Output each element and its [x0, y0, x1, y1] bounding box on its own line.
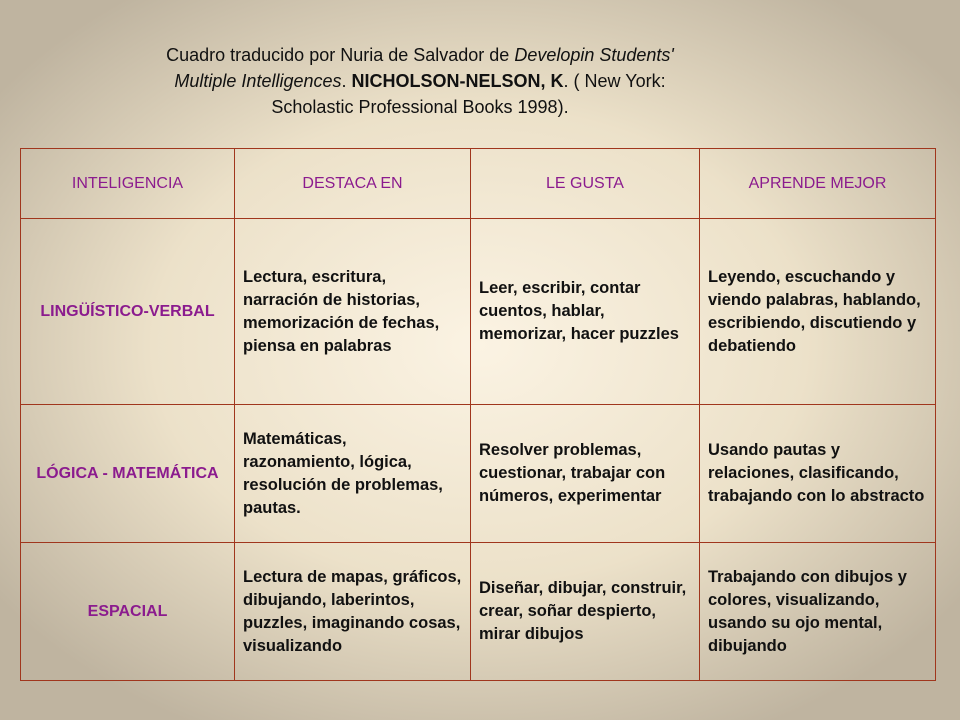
intelligences-table	[20, 148, 936, 681]
caption-text: Cuadro traducido por Nuria de Salvador de	[166, 45, 515, 65]
intelligence-name: ESPACIAL	[21, 543, 235, 681]
header-row	[21, 149, 936, 219]
caption	[100, 42, 740, 120]
header-inteligencia: INTELIGENCIA	[21, 149, 235, 219]
table-row	[21, 405, 936, 543]
table-row	[21, 219, 936, 405]
caption-separator: .	[341, 71, 352, 91]
caption-line-3: Scholastic Professional Books 1998).	[271, 97, 569, 117]
table-row	[21, 543, 936, 681]
gusta-cell: Diseñar, dibujar, construir, crear, soñar despierto, mirar dibujos	[471, 543, 700, 681]
gusta-cell: Leer, escribir, contar cuentos, hablar, memorizar, hacer puzzles	[471, 219, 700, 405]
publisher-city: . ( New York:	[563, 71, 666, 91]
destaca-cell: Lectura, escritura, narración de historias, memorización de fechas, piensa en palabras	[235, 219, 471, 405]
header-aprende-mejor: APRENDE MEJOR	[700, 149, 936, 219]
destaca-cell: Lectura de mapas, gráficos, dibujando, laberintos, puzzles, imaginando cosas, visualizando	[235, 543, 471, 681]
author-name: NICHOLSON-NELSON, K	[351, 71, 564, 91]
gusta-cell: Resolver problemas, cuestionar, trabajar con números, experimentar	[471, 405, 700, 543]
aprende-cell: Usando pautas y relaciones, clasificando, trabajando con lo abstracto	[700, 405, 936, 543]
header-le-gusta: LE GUSTA	[471, 149, 700, 219]
intelligence-name: LINGÜÍSTICO-VERBAL	[21, 219, 235, 405]
aprende-cell: Trabajando con dibujos y colores, visualizando, usando su ojo mental, dibujando	[700, 543, 936, 681]
aprende-cell: Leyendo, escuchando y viendo palabras, hablando, escribiendo, discutiendo y debatiendo	[700, 219, 936, 405]
intelligence-name: LÓGICA - MATEMÁTICA	[21, 405, 235, 543]
caption-line-2	[100, 68, 740, 94]
caption-line-1	[100, 42, 740, 68]
header-destaca-en: DESTACA EN	[235, 149, 471, 219]
book-title-part-2: Multiple Intelligences	[174, 71, 342, 91]
destaca-cell: Matemáticas, razonamiento, lógica, resolución de problemas, pautas.	[235, 405, 471, 543]
book-title-part-1: Developin Students'	[514, 45, 674, 65]
